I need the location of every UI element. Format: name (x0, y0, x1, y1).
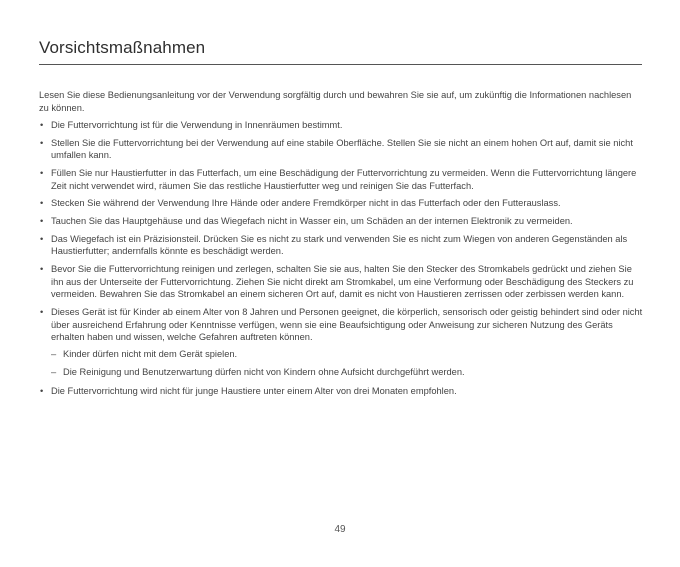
dash-icon: – (51, 348, 57, 359)
sub-list-item-text: Die Reinigung und Benutzerwartung dürfen nicht von Kindern ohne Aufsicht durchgeführt werden. (63, 367, 465, 378)
intro-paragraph: Lesen Sie diese Bedienungsanleitung vor der Verwendung sorgfältig durch und bewahren Sie sie auf, um zukünftig die Informationen nachlesen zu können. (39, 90, 632, 113)
list-item-text: Stellen Sie die Futtervorrichtung bei der Verwendung auf eine stabile Oberfläche. Stellen Sie sie nicht an einem hohen Ort auf, damit sie nicht umfallen kann. (51, 137, 633, 161)
list-item (39, 137, 643, 162)
bullet-icon: • (40, 137, 44, 148)
bullet-icon: • (40, 264, 44, 275)
list-item-text: Bevor Sie die Futtervorrichtung reinigen und zerlegen, schalten Sie sie aus, halten Sie den Stecker des Stromkabels gedrückt und ziehen Sie ihn aus der Unterseite der Futtervorrichtung. Ziehen Sie nicht direkt am Stromkabel, um eine Verformung oder Beschädigung des Steckers zu vermeiden. Bewahren Sie das Stromkabel an einem sicheren Ort auf, damit es nicht von Haustieren zerrissen oder zerbissen werden kann. (51, 264, 634, 300)
list-item-text: Stecken Sie während der Verwendung Ihre Hände oder andere Fremdkörper nicht in das Futterfach oder den Futterauslass. (51, 198, 561, 209)
list-item (39, 197, 643, 210)
sub-list-item (51, 348, 643, 361)
sub-list (51, 348, 643, 379)
list-item-text: Die Futtervorrichtung ist für die Verwendung in Innenräumen bestimmt. (51, 120, 343, 131)
page-number: 49 (334, 524, 346, 535)
list-item (39, 233, 643, 258)
precautions-list (39, 119, 643, 397)
sub-list-item (51, 366, 643, 379)
list-item-text: Füllen Sie nur Haustierfutter in das Futterfach, um eine Beschädigung der Futtervorrichtung zu vermeiden. Wenn die Futtervorrichtung längere Zeit nicht verwendet wird, räumen Sie das restliche Haustierfutter weg und reinigen Sie das Futterfach. (51, 168, 637, 191)
list-item (39, 385, 643, 398)
list-item-text: Die Futtervorrichtung wird nicht für junge Haustiere unter einem Alter von drei Monaten empfohlen. (51, 385, 457, 396)
list-item-text: Dieses Gerät ist für Kinder ab einem Alter von 8 Jahren und Personen geeignet, die körperlich, sensorisch oder geistig behindert sind oder nicht über ausreichend Erfahrung oder Kenntnisse verfügen, wenn sie eine Beaufsichtigung oder Anweisung zur sicheren Nutzung des Geräts erhalten haben und wissen, welche Gefahren auftreten können. (51, 306, 643, 343)
list-item (39, 215, 643, 228)
bullet-icon: • (40, 120, 44, 131)
page-title: Vorsichtsmaßnahmen (39, 38, 206, 57)
list-item (39, 167, 643, 192)
list-item-text: Das Wiegefach ist ein Präzisionsteil. Drücken Sie es nicht zu stark und verwenden Sie es nicht zum Wiegen von anderen Gegenständen als Haustierfutter; andernfalls könnte es beschädigt werden. (51, 233, 628, 257)
dash-icon: – (51, 367, 57, 378)
title-divider (39, 64, 642, 65)
bullet-icon: • (40, 168, 44, 179)
bullet-icon: • (40, 198, 44, 209)
precautions-content (39, 89, 643, 403)
list-item (39, 306, 643, 379)
sub-list-item-text: Kinder dürfen nicht mit dem Gerät spielen. (63, 348, 238, 359)
bullet-icon: • (40, 233, 44, 244)
list-item-text: Tauchen Sie das Hauptgehäuse und das Wiegefach nicht in Wasser ein, um Schäden an der internen Elektronik zu vermeiden. (51, 216, 573, 227)
bullet-icon: • (40, 385, 44, 396)
list-item (39, 263, 643, 301)
list-item (39, 119, 643, 132)
bullet-icon: • (40, 306, 44, 317)
bullet-icon: • (40, 216, 44, 227)
